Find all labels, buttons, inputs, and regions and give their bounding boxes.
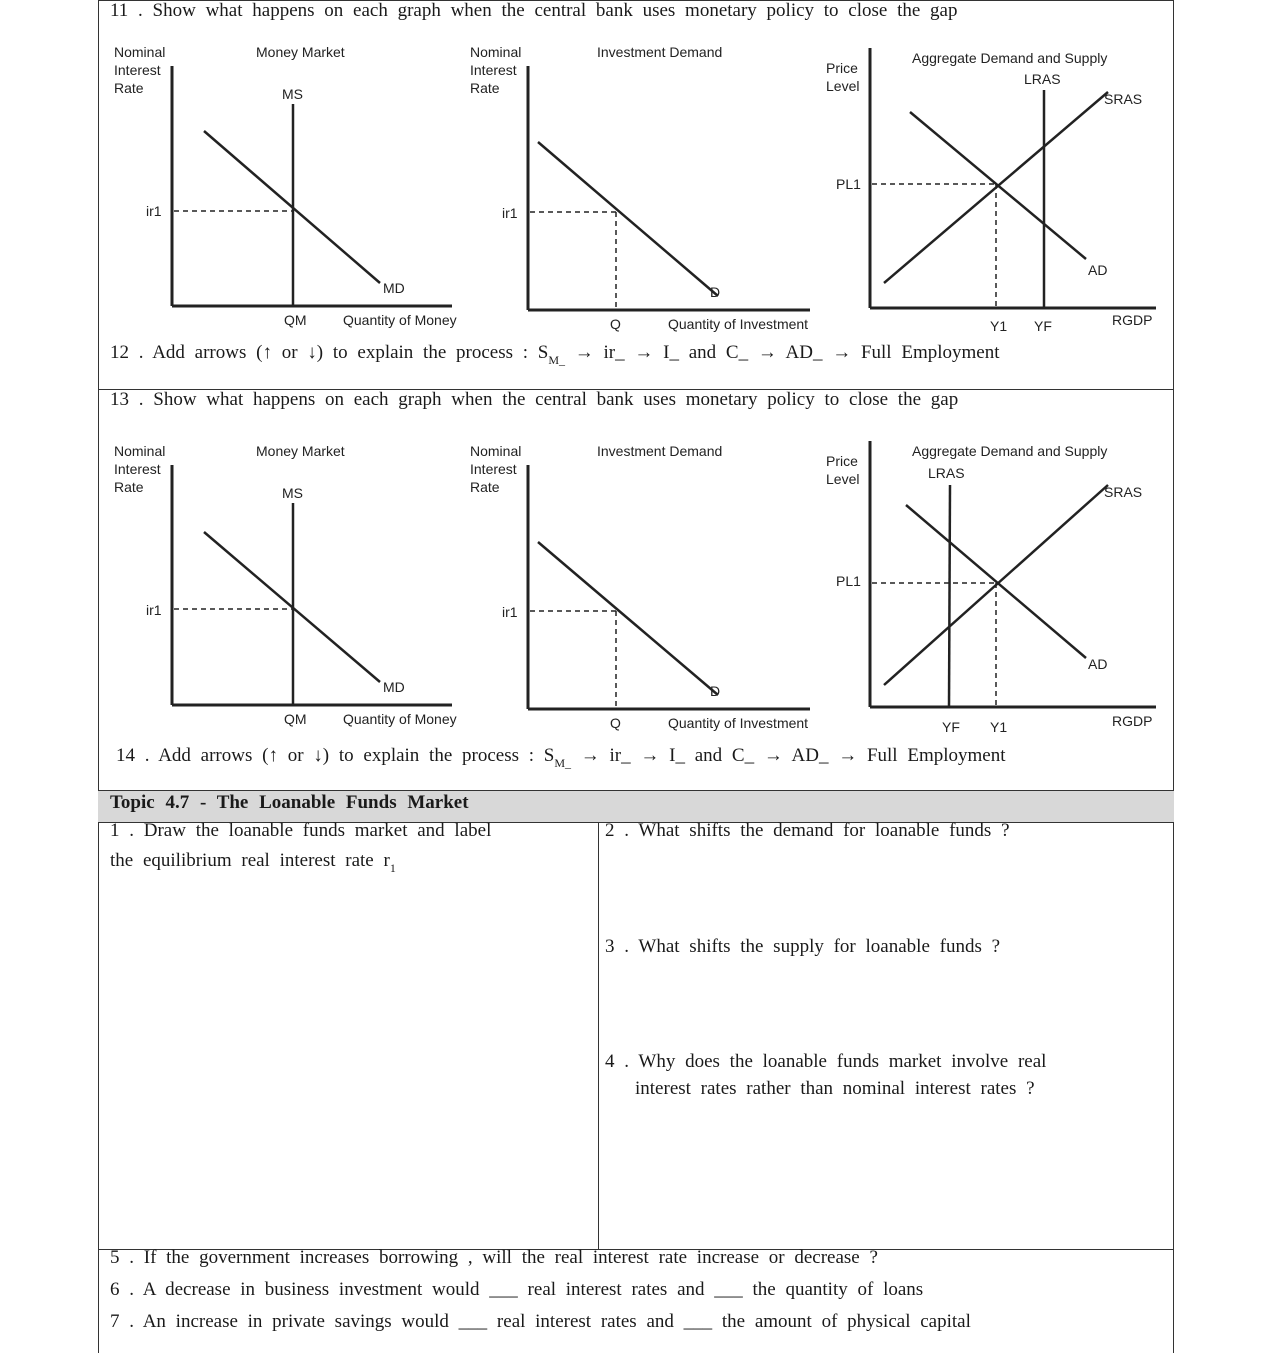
ylabel-line-1: Nominal <box>114 44 166 60</box>
ylabel-line-2: Interest <box>114 461 161 477</box>
question-1-line-2 <box>110 850 396 875</box>
question-4-line-1: 4 . Why does the loanable funds market involve real <box>605 1051 1047 1072</box>
x-axis-label: Quantity of Investment <box>668 715 809 731</box>
lras-label: LRAS <box>928 465 965 481</box>
question-7: 7 . An increase in private savings would ___ real interest rates and ___ the amount of physical capital <box>110 1311 971 1332</box>
ms-label: MS <box>282 86 303 102</box>
pl1-label: PL1 <box>836 176 861 192</box>
question-12-rest: → ir_ → I_ and C_ → AD_ → Full Employment <box>565 342 1000 363</box>
investment-graph-1 <box>466 38 826 334</box>
x-axis-label: Quantity of Money <box>343 711 457 727</box>
ylabel-line-1: Nominal <box>470 44 522 60</box>
graph-title: Aggregate Demand and Supply <box>912 443 1108 459</box>
graph-title: Money Market <box>256 44 345 60</box>
lras-label: LRAS <box>1024 71 1061 87</box>
topic-title: Topic 4.7 - The Loanable Funds Market <box>110 792 469 813</box>
md-label: MD <box>383 280 405 296</box>
ylabel-line-1: Nominal <box>114 443 166 459</box>
question-12 <box>110 342 1000 367</box>
ir1-label: ir1 <box>146 602 162 618</box>
ir1-label: ir1 <box>146 203 162 219</box>
graph-title: Aggregate Demand and Supply <box>912 50 1108 66</box>
right-border <box>1173 0 1174 1353</box>
ad-label: AD <box>1088 262 1108 278</box>
ad-as-graph-1 <box>822 38 1168 334</box>
question-4-line-2: interest rates rather than nominal interest rates ? <box>635 1078 1035 1099</box>
yf-label: YF <box>942 719 960 733</box>
question-12-sub: M_ <box>548 353 566 367</box>
ad-label: AD <box>1088 656 1108 672</box>
y1-label: Y1 <box>990 318 1008 334</box>
ir1-label: ir1 <box>502 604 518 620</box>
ylabel-line-2: Interest <box>470 62 517 78</box>
question-6: 6 . A decrease in business investment would ___ real interest rates and ___ the quantity of loans <box>110 1279 924 1300</box>
ylabel-line-1: Nominal <box>470 443 522 459</box>
ylabel-line-3: Rate <box>470 80 500 96</box>
qm-label: QM <box>284 312 307 328</box>
ylabel-line-3: Rate <box>114 80 144 96</box>
question-11: 11 . Show what happens on each graph when the central bank uses monetary policy to close the gap <box>110 0 958 21</box>
ylabel-line-2: Level <box>826 471 860 487</box>
ylabel-line-1: Price <box>826 453 858 469</box>
left-border <box>98 0 99 1353</box>
x-axis-label: RGDP <box>1112 713 1153 729</box>
ylabel-line-2: Interest <box>470 461 517 477</box>
pl1-label: PL1 <box>836 573 861 589</box>
column-divider <box>598 823 599 1250</box>
question-3: 3 . What shifts the supply for loanable funds ? <box>605 936 1001 957</box>
topic-header <box>98 790 1174 823</box>
d-label: D <box>710 683 721 699</box>
y1-label: Y1 <box>990 719 1008 733</box>
question-14-prefix: 14 . Add arrows (↑ or ↓) to explain the process : S <box>116 745 555 766</box>
d-label: D <box>710 284 721 300</box>
investment-demand-line <box>538 142 718 296</box>
question-14-sub: M_ <box>554 756 572 770</box>
ylabel-line-3: Rate <box>114 479 144 495</box>
investment-graph-2 <box>466 437 826 733</box>
money-market-graph-2 <box>108 437 468 733</box>
ir1-label: ir1 <box>502 205 518 221</box>
question-1-sub: 1 <box>389 861 396 875</box>
ad-as-graph-2 <box>822 437 1168 733</box>
question-1-text: the equilibrium real interest rate r <box>110 850 390 871</box>
ylabel-line-3: Rate <box>470 479 500 495</box>
q-label: Q <box>610 316 621 332</box>
ylabel-line-1: Price <box>826 60 858 76</box>
sras-label: SRAS <box>1104 91 1143 107</box>
question-12-prefix: 12 . Add arrows (↑ or ↓) to explain the process : S <box>110 342 549 363</box>
question-5: 5 . If the government increases borrowing , will the real interest rate increase or decrease ? <box>110 1247 878 1268</box>
x-axis-label: Quantity of Investment <box>668 316 809 332</box>
x-axis-label: Quantity of Money <box>343 312 457 328</box>
graph-title: Investment Demand <box>597 44 723 60</box>
ms-label: MS <box>282 485 303 501</box>
x-axis-label: RGDP <box>1112 312 1153 328</box>
yf-label: YF <box>1034 318 1052 334</box>
q-label: Q <box>610 715 621 731</box>
lras-line <box>949 485 950 707</box>
question-14 <box>116 745 1006 770</box>
question-2: 2 . What shifts the demand for loanable funds ? <box>605 820 1010 841</box>
ylabel-line-2: Level <box>826 78 860 94</box>
question-14-rest: → ir_ → I_ and C_ → AD_ → Full Employment <box>571 745 1006 766</box>
graph-title: Money Market <box>256 443 345 459</box>
md-label: MD <box>383 679 405 695</box>
money-market-graph-1 <box>108 38 468 334</box>
qm-label: QM <box>284 711 307 727</box>
question-13: 13 . Show what happens on each graph when the central bank uses monetary policy to close the gap <box>110 389 959 410</box>
graph-title: Investment Demand <box>597 443 723 459</box>
investment-demand-line <box>538 542 718 695</box>
question-1-line-1: 1 . Draw the loanable funds market and label <box>110 820 492 841</box>
sras-label: SRAS <box>1104 484 1143 500</box>
ylabel-line-2: Interest <box>114 62 161 78</box>
